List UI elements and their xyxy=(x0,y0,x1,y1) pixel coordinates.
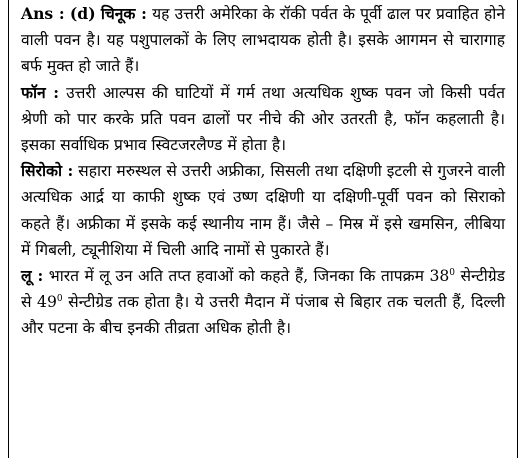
sirocco-term: सिरोको : xyxy=(21,161,74,181)
foehn-paragraph xyxy=(21,80,505,159)
sirocco-paragraph xyxy=(21,158,505,263)
loo-text-part-3: सेन्टीग्रेड तक होता है। ये उत्तरी मैदान में पंजाब से बिहार तक चलती हैं, दिल्ली और पटना के बीच इनकी तीव्रता अधिक होती है। xyxy=(21,293,505,338)
chinook-text: यह उत्तरी अमेरिका के रॉकी पर्वत के पूर्वी ढाल पर प्रवाहित होने वाली पवन है। यह पशुपालकों के लिए लाभदायक होती है। इसके आगमन से चारागाह बर्फ मुक्त हो जाते हैं। xyxy=(21,5,506,76)
foehn-text: उत्तरी आल्पस की घाटियों में गर्म तथा अत्यधिक शुष्क पवन जो किसी पर्वत श्रेणी को पार करके प्रति पवन ढालों पर नीचे की ओर उतरती है, फॉन कहलाती है। इसका सर्वाधिक प्रभाव स्विटजरलैण्ड में होता है। xyxy=(21,83,505,155)
foehn-term: फॉन : xyxy=(21,82,60,102)
answer-label: Ans : xyxy=(21,4,65,23)
loo-term: लू : xyxy=(21,266,44,286)
chinook-paragraph xyxy=(21,1,505,80)
loo-text-part-1: भारत में लू उन अति तप्त हवाओं को कहते हैं, जिनका कि तापक्रम 38 xyxy=(48,267,450,286)
chinook-term: चिनूक : xyxy=(100,4,147,23)
answer-panel xyxy=(8,0,518,458)
answer-option: (d) xyxy=(69,4,96,23)
loo-degree-2: 0 xyxy=(56,294,63,305)
loo-text-part-2: सेन्टीग्रेड से 49 xyxy=(21,267,505,312)
loo-paragraph xyxy=(21,263,505,342)
sirocco-text: सहारा मरुस्थल से उत्तरी अफ्रीका, सिसली तथा दक्षिणी इटली से गुजरने वाली अत्यधिक आर्द्र या काफी शुष्क एवं उष्ण दक्षिणी या दक्षिणी-पूर्वी पवन को सिराको कहते हैं। अफ्रीका में इसके कई स्थानीय नाम हैं। जैसे – मिस्र में इसे खमसिन, लीबिया में गिबली, ट्यूनीशिया में चिली आदि नामों से पुकारते हैं। xyxy=(21,162,505,259)
loo-degree-1: 0 xyxy=(449,267,456,278)
